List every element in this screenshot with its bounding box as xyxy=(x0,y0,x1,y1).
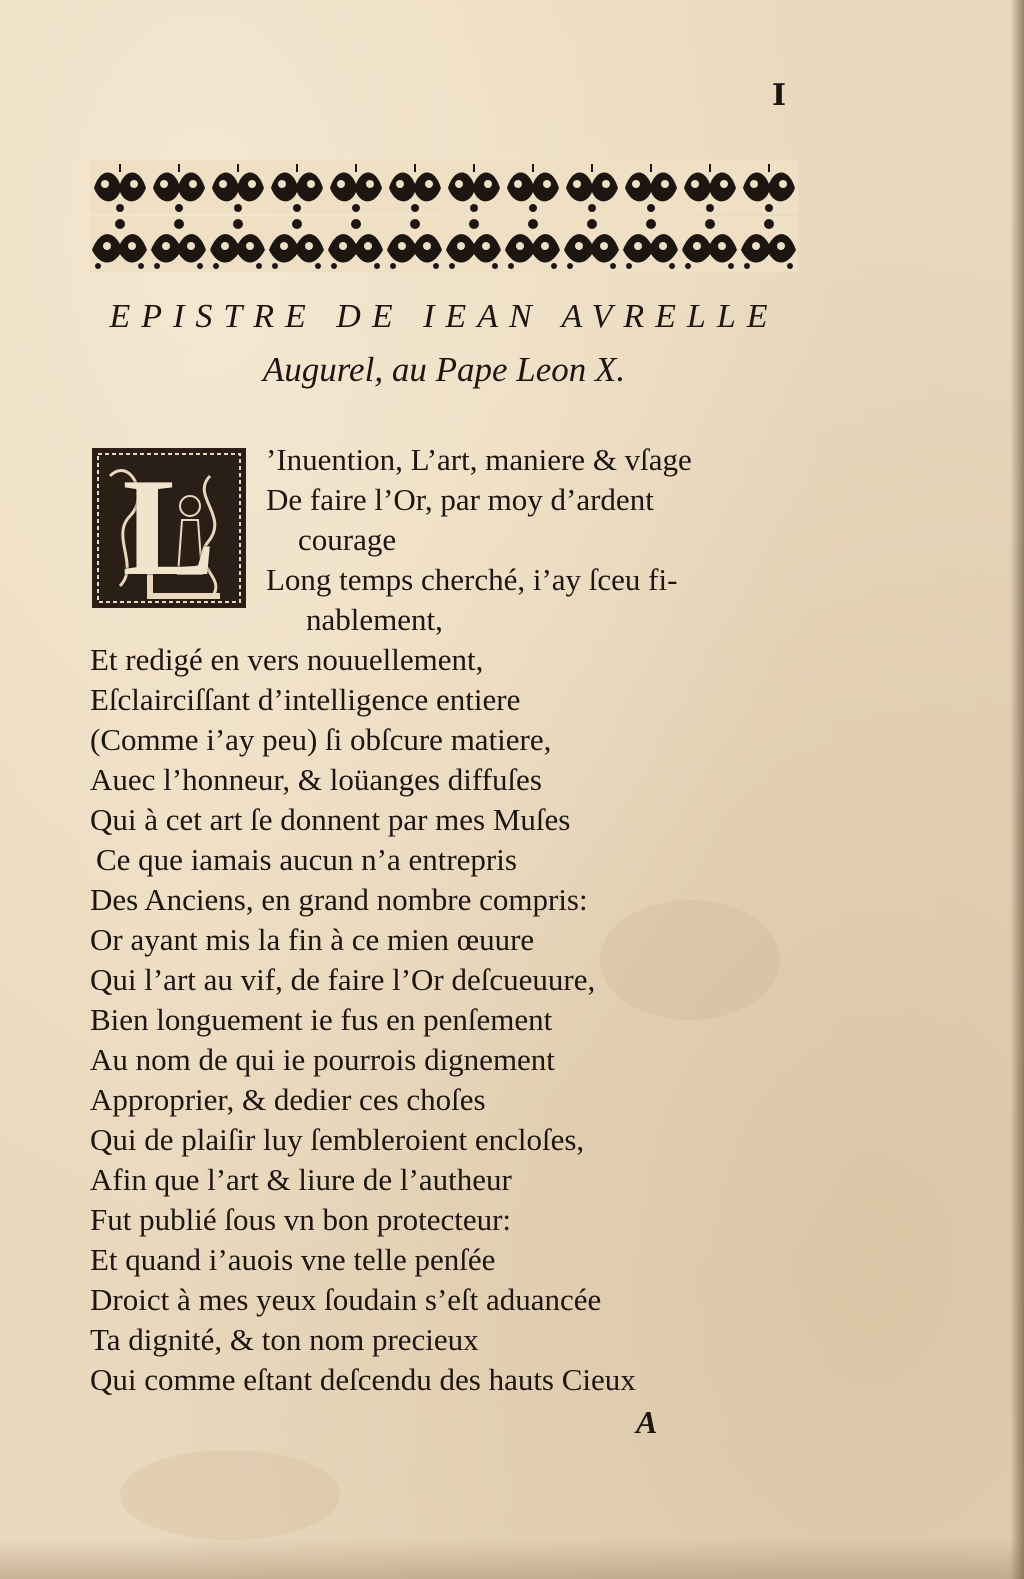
page-edge-shadow xyxy=(1010,0,1024,1579)
verse-line: Au nom de qui ie pourrois dignement xyxy=(90,1042,555,1077)
catchword: A xyxy=(636,1404,658,1440)
verse-line: Et quand i’auois vne telle penſée xyxy=(90,1242,496,1277)
verse-line: nablement, xyxy=(306,602,443,637)
verse-line: ’Inuention, L’art, maniere & vſage xyxy=(266,442,692,477)
ornamental-headpiece xyxy=(90,160,798,272)
epistle-title: EPISTRE DE IEAN AVRELLE xyxy=(109,298,779,335)
paper-stain xyxy=(120,1450,340,1540)
verse-line: Et redigé en vers nouuellement, xyxy=(90,642,484,677)
verse-line: De faire l’Or, par moy d’ardent xyxy=(266,482,654,517)
verse-line: Long temps cherché, i’ay ſceu fi- xyxy=(266,562,678,597)
verse-line: courage xyxy=(298,522,397,557)
verse-line: Afin que l’art & liure de l’autheur xyxy=(90,1162,512,1197)
verse-line: Ce que iamais aucun n’a entrepris xyxy=(96,842,517,877)
verse-line: (Comme i’ay peu) ſi obſcure matiere, xyxy=(90,722,552,757)
page-number: I xyxy=(772,78,787,113)
verse-line: Ta dignité, & ton nom precieux xyxy=(90,1322,479,1357)
verse-line: Eſclairciſſant d’intelligence entiere xyxy=(90,682,521,717)
paper-stain xyxy=(600,900,780,1020)
verse-line: Des Anciens, en grand nombre compris: xyxy=(90,882,588,917)
verse-line: Droict à mes yeux ſoudain s’eſt aduancée xyxy=(90,1282,602,1317)
verse-line: Qui à cet art ſe donnent par mes Muſes xyxy=(90,802,571,837)
verse-line: Or ayant mis la fin à ce mien œuure xyxy=(90,922,535,957)
epistle-subtitle: Augurel, au Pape Leon X. xyxy=(262,350,626,389)
drop-cap-letter: L xyxy=(122,450,216,605)
page-bottom-shadow xyxy=(0,1539,1024,1579)
verse-line: Bien longuement ie fus en penſement xyxy=(90,1002,553,1037)
verse-line: Qui l’art au vif, de faire l’Or deſcueuure, xyxy=(90,962,596,997)
verse-line: Qui comme eſtant deſcendu des hauts Cieux xyxy=(90,1362,636,1397)
verse-line: Qui de plaiſir luy ſembleroient encloſes, xyxy=(90,1122,585,1157)
decorated-initial xyxy=(90,446,248,610)
verse-line: Auec l’honneur, & loüanges diffuſes xyxy=(90,762,542,797)
verse-line: Fut publié ſous vn bon protecteur: xyxy=(90,1202,512,1237)
verse-line: Approprier, & dedier ces choſes xyxy=(90,1082,486,1117)
